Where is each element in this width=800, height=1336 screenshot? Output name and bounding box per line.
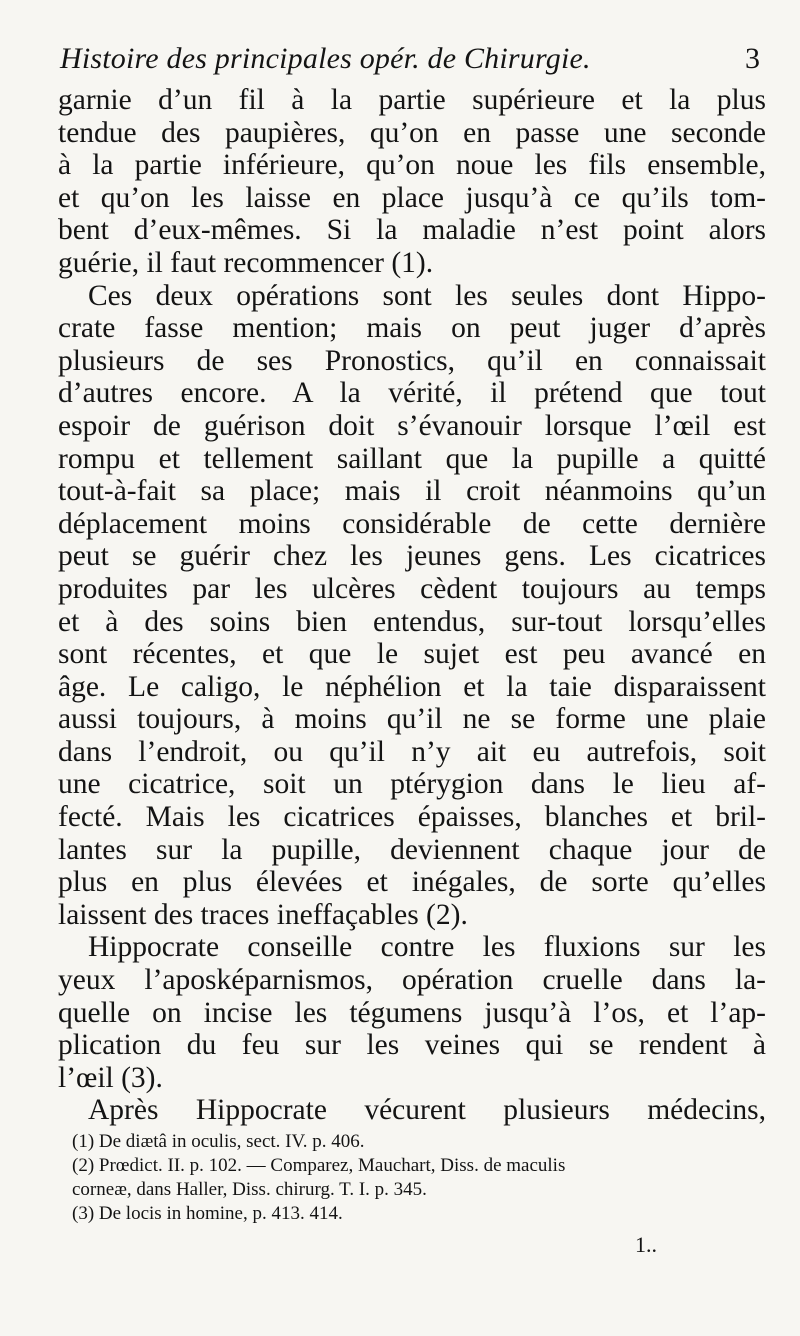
text-line: plus en plus élevées et inégales, de sorte qu’elles [58,866,766,899]
text-line: tendue des paupières, qu’on en passe une seconde [58,116,766,149]
text-line: plication du feu sur les veines qui se rendent à [58,1029,766,1062]
text-line: sont récentes, et que le sujet est peu avancé en [58,638,766,671]
page-header [60,42,760,82]
text-line: dans l’endroit, ou qu’il n’y ait eu autrefois, soit [58,735,766,768]
text-line: et qu’on les laisse en place jusqu’à ce qu’ils tom- [58,181,766,214]
footnote-continuation: corneæ, dans Haller, Diss. chirurg. T. I. p. 345. [72,1179,427,1200]
text-line: et à des soins bien entendus, sur-tout lorsqu’elles [58,605,766,638]
text-line: bent d’eux-mêmes. Si la maladie n’est point alors [58,214,766,247]
body-text [58,84,766,1127]
text-line: Après Hippocrate vécurent plusieurs médecins, [88,1094,766,1127]
text-line: rompu et tellement saillant que la pupille a quitté [58,442,766,475]
text-line: déplacement moins considérable de cette dernière [58,507,766,540]
text-line: d’autres encore. A la vérité, il prétend que tout [58,377,766,410]
text-line: garnie d’un fil à la partie supérieure et la plus [58,84,766,116]
text-line: Hippocrate conseille contre les fluxions sur les [88,931,766,964]
text-line: yeux l’aposképarnismos, opération cruelle dans la- [58,964,766,997]
text-line: produites par les ulcères cèdent toujours au temps [58,572,766,605]
text-line: peut se guérir chez les jeunes gens. Les cicatrices [58,540,766,573]
text-line: aussi toujours, à moins qu’il ne se forme une plaie [58,703,766,736]
text-line: guérie, il faut recommencer (1). [58,246,434,279]
text-line: quelle on incise les tégumens jusqu’à l’os, et l’ap- [58,996,766,1029]
text-line: Ces deux opérations sont les seules dont Hippo- [88,279,766,312]
text-line: fecté. Mais les cicatrices épaisses, blanches et bril- [58,801,766,834]
footnote: (3) De locis in homine, p. 413. 414. [72,1203,343,1224]
footnote: (2) Prœdict. II. p. 102. — Comparez, Mauchart, Diss. de maculis [72,1155,566,1176]
text-line: âge. Le caligo, le néphélion et la taie disparaissent [58,670,766,703]
text-line: crate fasse mention; mais on peut juger d’après [58,312,766,345]
text-line: laissent des traces ineffaçables (2). [58,898,468,931]
page-number: 3 [745,42,760,75]
text-line: lantes sur la pupille, deviennent chaque jour de [58,833,766,866]
footnotes [72,1130,772,1226]
running-title: Histoire des principales opér. de Chirurgie. [60,42,591,75]
text-line: à la partie inférieure, qu’on noue les fils ensemble, [58,149,766,182]
signature-mark: 1.. [635,1232,657,1257]
text-line: tout-à-fait sa place; mais il croit néanmoins qu’un [58,475,766,508]
text-line: l’œil (3). [58,1061,163,1094]
text-line: une cicatrice, soit un ptérygion dans le lieu af- [58,768,766,801]
text-line: espoir de guérison doit s’évanouir lorsque l’œil est [58,409,766,442]
footnote: (1) De diætâ in oculis, sect. IV. p. 406. [72,1131,365,1152]
text-line: plusieurs de ses Pronostics, qu’il en connaissait [58,344,766,377]
